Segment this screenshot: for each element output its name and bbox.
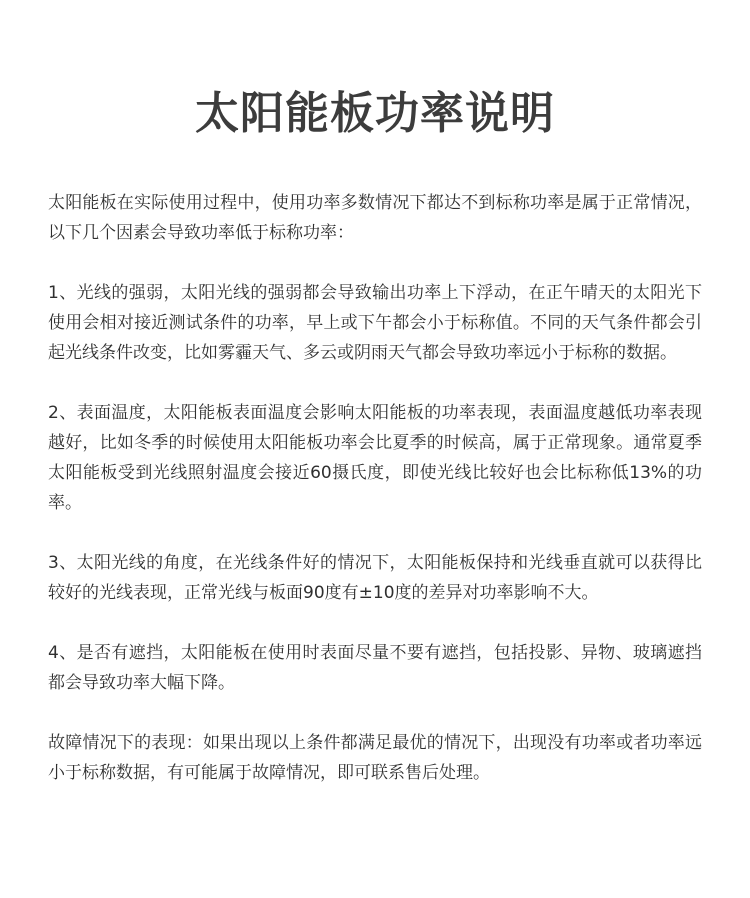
page-title: 太阳能板功率说明 [195, 88, 555, 139]
paragraph-spacer [48, 698, 702, 728]
factor-obstruction-paragraph: 4、是否有遮挡，太阳能板在使用时表面尽量不要有遮挡，包括投影、异物、玻璃遮挡都会导致功率大幅下降。 [48, 643, 702, 693]
document-body [48, 188, 702, 788]
factor-temperature-paragraph: 2、表面温度，太阳能板表面温度会影响太阳能板的功率表现，表面温度越低功率表现越好，比如冬季的时候使用太阳能板功率会比夏季的时候高，属于正常现象。通常夏季太阳能板受到光线照射温度会接近60摄氏度，即使光线比较好也会比标称低13%的功率。 [48, 403, 702, 513]
fault-condition-paragraph: 故障情况下的表现：如果出现以上条件都满足最优的情况下，出现没有功率或者功率远小于标称数据，有可能属于故障情况，即可联系售后处理。 [48, 733, 702, 783]
paragraph-spacer [48, 518, 702, 548]
paragraph-spacer [48, 368, 702, 398]
paragraph-spacer [48, 248, 702, 278]
factor-light-paragraph: 1、光线的强弱，太阳光线的强弱都会导致输出功率上下浮动，在正午晴天的太阳光下使用会相对接近测试条件的功率，早上或下午都会小于标称值。不同的天气条件都会引起光线条件改变，比如雾霾天气、多云或阴雨天气都会导致功率远小于标称的数据。 [48, 283, 702, 363]
intro-paragraph: 太阳能板在实际使用过程中，使用功率多数情况下都达不到标称功率是属于正常情况，以下几个因素会导致功率低于标称功率： [48, 193, 702, 243]
factor-angle-paragraph: 3、太阳光线的角度，在光线条件好的情况下，太阳能板保持和光线垂直就可以获得比较好的光线表现，正常光线与板面90度有±10度的差异对功率影响不大。 [48, 553, 702, 603]
paragraph-spacer [48, 608, 702, 638]
